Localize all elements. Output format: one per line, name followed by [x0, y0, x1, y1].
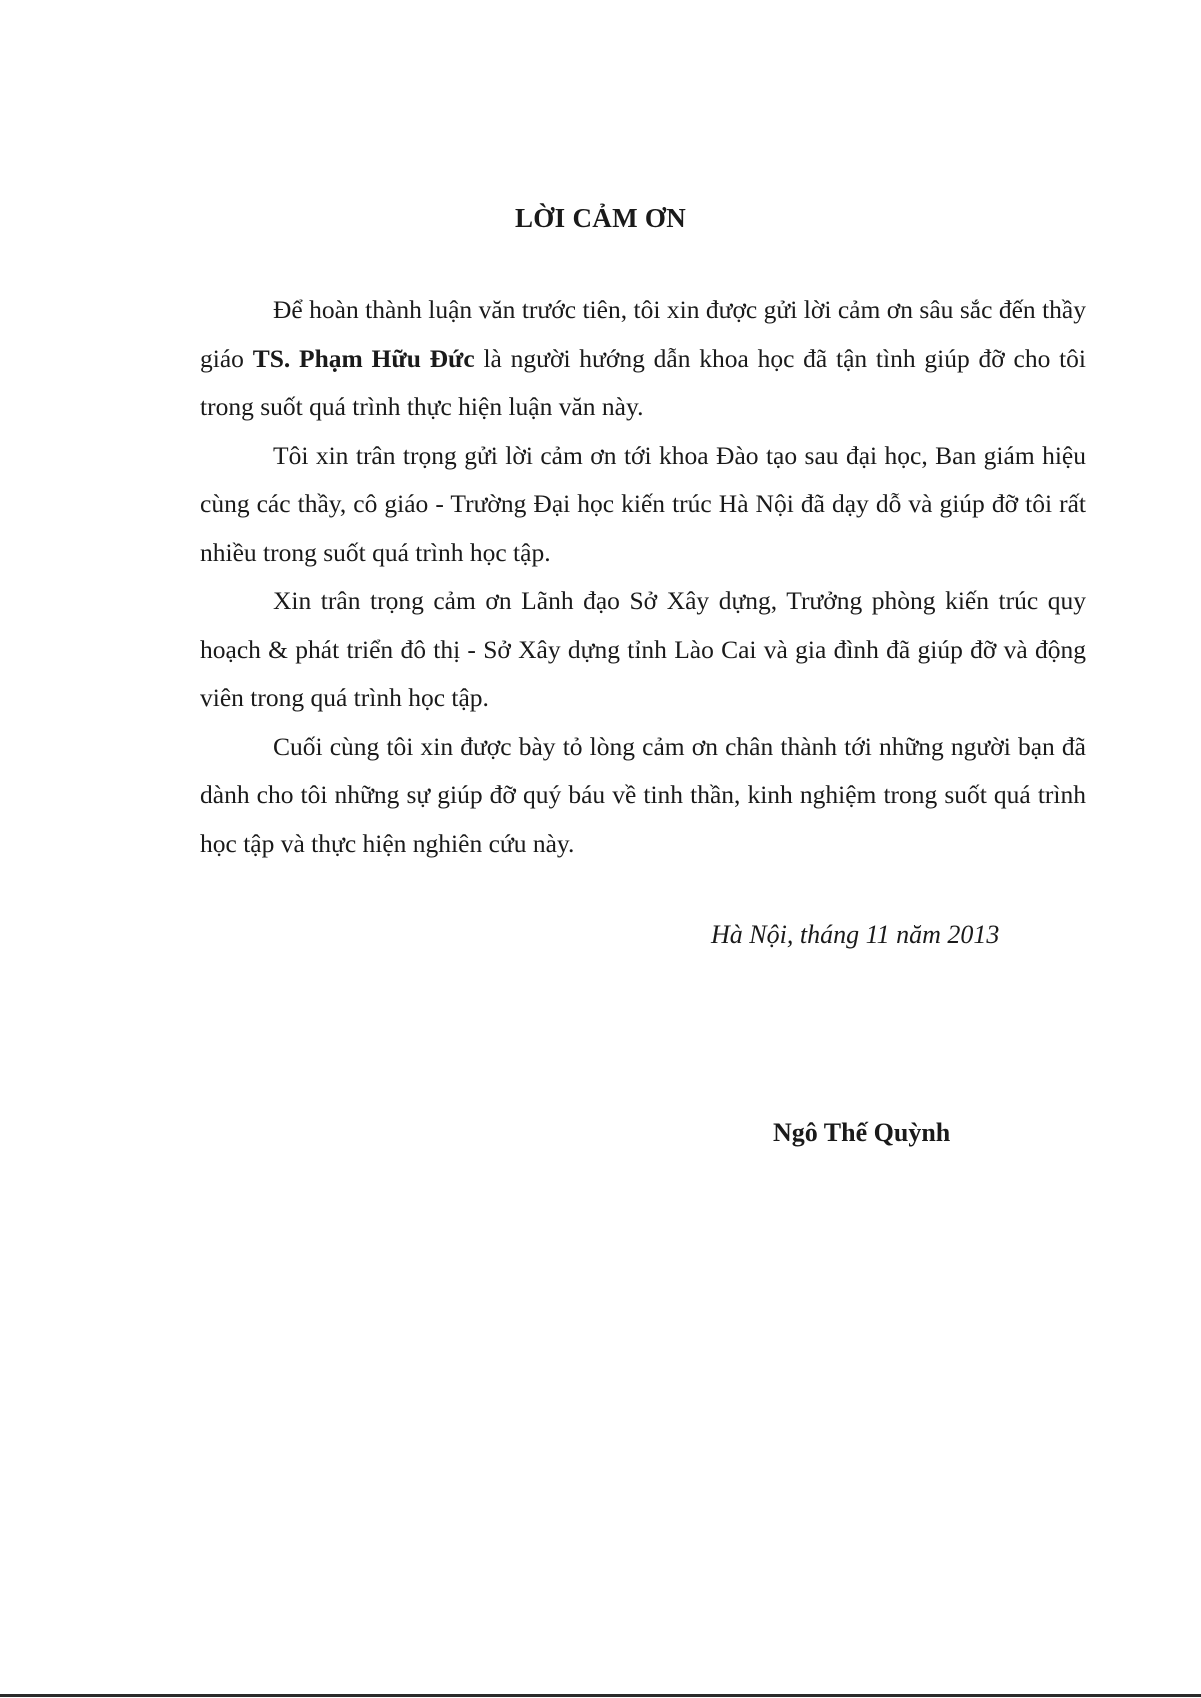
paragraph-1-text-start: Để hoàn thành luận văn trước tiên, tôi xin được gửi lời cảm ơn sâu sắc đến thầy giáo	[200, 295, 1086, 373]
paragraph-1-text-end: là người hướng dẫn khoa học đã tận tình giúp đỡ cho tôi trong suốt quá trình thực hiện luận văn này.	[200, 343, 1087, 421]
author-signature-name: Ngô Thế Quỳnh	[773, 1118, 951, 1147]
page-title: LỜI CẢM ƠN	[515, 203, 686, 233]
page-bottom-edge	[0, 1694, 1201, 1697]
acknowledgement-body	[200, 286, 1086, 868]
place-date: Hà Nội, tháng 11 năm 2013	[711, 920, 1000, 949]
paragraph-4: Cuối cùng tôi xin được bày tỏ lòng cảm ơn chân thành tới những người bạn đã dành cho tôi những sự giúp đỡ quý báu về tinh thần, kinh nghiệm trong suốt quá trình học tập và thực hiện nghiên cứu này.	[200, 731, 1086, 858]
advisor-name: TS. Phạm Hữu Đức	[252, 343, 475, 373]
paragraph-2: Tôi xin trân trọng gửi lời cảm ơn tới khoa Đào tạo sau đại học, Ban giám hiệu cùng các thầy, cô giáo - Trường Đại học kiến trúc Hà Nội đã dạy dỗ và giúp đỡ tôi rất nhiều trong suốt quá trình học tập.	[200, 440, 1086, 567]
paragraph-3: Xin trân trọng cảm ơn Lãnh đạo Sở Xây dựng, Trưởng phòng kiến trúc quy hoạch & phát triển đô thị - Sở Xây dựng tỉnh Lào Cai và gia đình đã giúp đỡ và động viên trong quá trình học tập.	[200, 586, 1086, 712]
paragraph-1	[200, 286, 1086, 432]
